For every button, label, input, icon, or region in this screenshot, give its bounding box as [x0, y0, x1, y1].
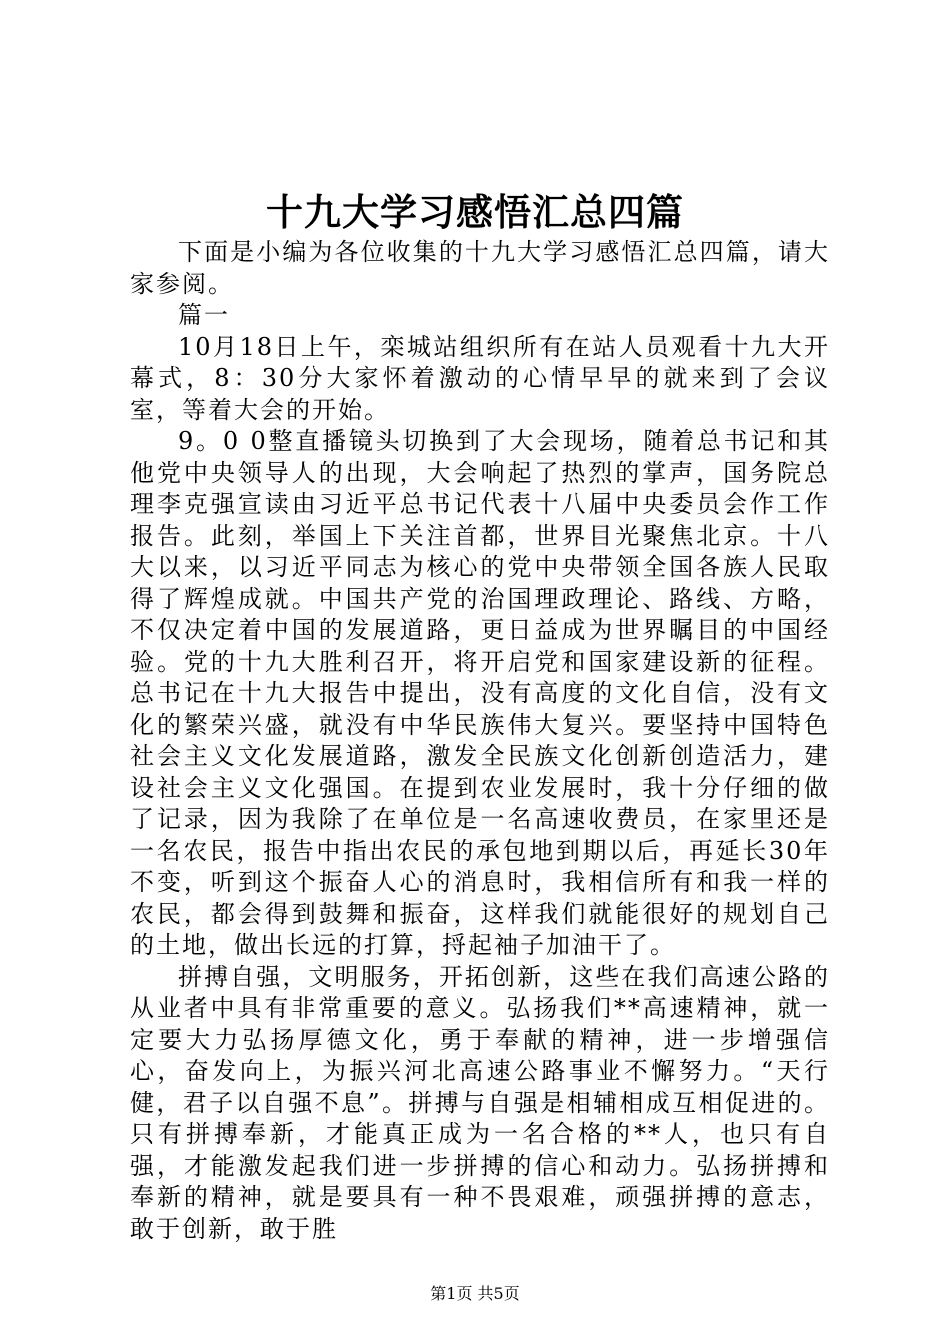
document-title: 十九大学习感悟汇总四篇	[266, 190, 684, 234]
page-number-footer: 第1页 共5页	[430, 1284, 520, 1303]
paragraph: 拼搏自强，文明服务，开拓创新，这些在我们高速公路的从业者中具有非常重要的意义。弘扬我们**高速精神，就一定要大力弘扬厚德文化，勇于奉献的精神，进一步增强信心，奋发向上，为振兴河北高速公路事业不懈努力。“天行健，君子以自强不息”。拼搏与自强是相辅相成互相促进的。只有拼搏奉新，才能真正成为一名合格的**人，也只有自强，才能激发起我们进一步拼搏的信心和动力。弘扬拼搏和奉新的精神，就是要具有一种不畏艰难，顽强拼搏的意志，敢于创新，敢于胜	[130, 962, 830, 1243]
paragraph: 9。0 0整直播镜头切换到了大会现场，随着总书记和其他党中央领导人的出现，大会响起了热烈的掌声，国务院总理李克强宣读由习近平总书记代表十八届中央委员会作工作报告。此刻，举国上下关注首都，世界目光聚焦北京。十八大以来，以习近平同志为核心的党中央带领全国各族人民取得了辉煌成就。中国共产党的治国理政理论、路线、方略，不仅决定着中国的发展道路，更日益成为世界瞩目的中国经验。党的十九大胜利召开，将开启党和国家建设新的征程。总书记在十九大报告中提出，没有高度的文化自信，没有文化的繁荣兴盛，就没有中华民族伟大复兴。要坚持中国特色社会主义文化发展道路，激发全民族文化创新创造活力，建设社会主义文化强国。在提到农业发展时，我十分仔细的做了记录，因为我除了在单位是一名高速收费员，在家里还是一名农民，报告中指出农民的承包地到期以后，再延长30年不变，听到这个振奋人心的消息时，我相信所有和我一样的农民，都会得到鼓舞和振奋，这样我们就能很好的规划自己的土地，做出长远的打算，捋起袖子加油干了。	[130, 427, 830, 959]
paragraph-intro: 下面是小编为各位收集的十九大学习感悟汇总四篇，请大家参阅。	[130, 238, 830, 298]
document-body	[130, 237, 830, 1245]
paragraph-section-heading: 篇一	[178, 301, 230, 329]
paragraph: 10月18日上午，栾城站组织所有在站人员观看十九大开幕式，8：30分大家怀着激动的心情早早的就来到了会议室，等着大会的开始。	[130, 332, 830, 424]
